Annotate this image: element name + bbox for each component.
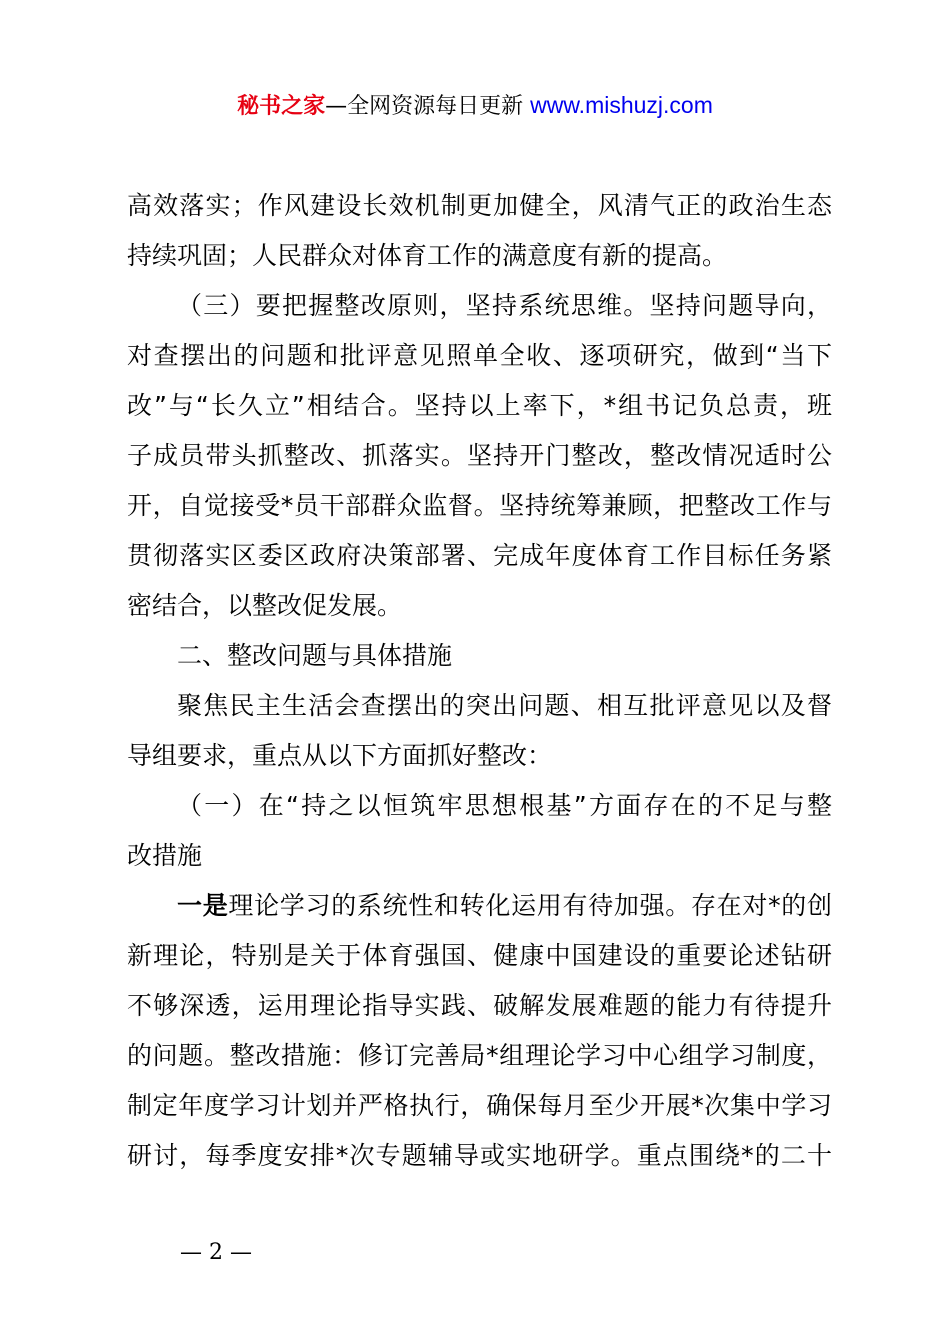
- document-body: [127, 181, 832, 1181]
- body-line: 贯彻落实区委区政府决策部署、完成年度体育工作目标任务紧: [127, 541, 832, 570]
- section-heading: 二、整改问题与具体措施: [177, 641, 453, 670]
- body-line: （三）要把握整改原则，坚持系统思维。坚持问题导向，: [177, 291, 832, 320]
- body-line: 新理论，特别是关于体育强国、健康中国建设的重要论述钻研: [127, 941, 832, 970]
- site-brand: 秘书之家: [237, 94, 326, 119]
- body-line: 聚焦民主生活会查摆出的突出问题、相互批评意见以及督: [177, 691, 832, 720]
- body-line: 持续巩固；人民群众对体育工作的满意度有新的提高。: [127, 241, 728, 270]
- body-line-text: 理论学习的系统性和转化运用有待加强。存在对*的创: [228, 891, 832, 920]
- body-line: 制定年度学习计划并严格执行，确保每月至少开展*次集中学习: [127, 1091, 832, 1120]
- site-header: [0, 88, 950, 124]
- body-line: 改”与“长久立”相结合。坚持以上率下，*组书记负总责，班: [127, 391, 832, 420]
- body-line: 不够深透，运用理论指导实践、破解发展难题的能力有待提升: [127, 991, 832, 1020]
- body-line: 研讨，每季度安排*次专题辅导或实地研学。重点围绕*的二十: [127, 1141, 832, 1170]
- body-line: 导组要求，重点从以下方面抓好整改：: [127, 741, 553, 770]
- body-line: 对查摆出的问题和批评意见照单全收、逐项研究，做到“当下: [127, 341, 832, 370]
- header-separator: —: [325, 94, 348, 119]
- page-number: — 2 —: [180, 1240, 252, 1265]
- body-line: 密结合，以整改促发展。: [127, 591, 403, 620]
- bold-lead: 一是: [177, 891, 229, 920]
- body-line: 高效落实；作风建设长效机制更加健全，风清气正的政治生态: [127, 191, 832, 220]
- header-tagline: 全网资源每日更新: [347, 94, 524, 119]
- body-line: [127, 881, 832, 931]
- body-line: 子成员带头抓整改、抓落实。坚持开门整改，整改情况适时公: [127, 441, 832, 470]
- subsection-heading-cont: 改措施: [127, 841, 203, 870]
- body-line: 开，自觉接受*员干部群众监督。坚持统筹兼顾，把整改工作与: [127, 491, 832, 520]
- site-url-link[interactable]: www.mishuzj.com: [530, 92, 713, 118]
- body-line: 的问题。整改措施：修订完善局*组理论学习中心组学习制度，: [127, 1041, 832, 1070]
- subsection-heading: （一）在“持之以恒筑牢思想根基”方面存在的不足与整: [177, 791, 832, 820]
